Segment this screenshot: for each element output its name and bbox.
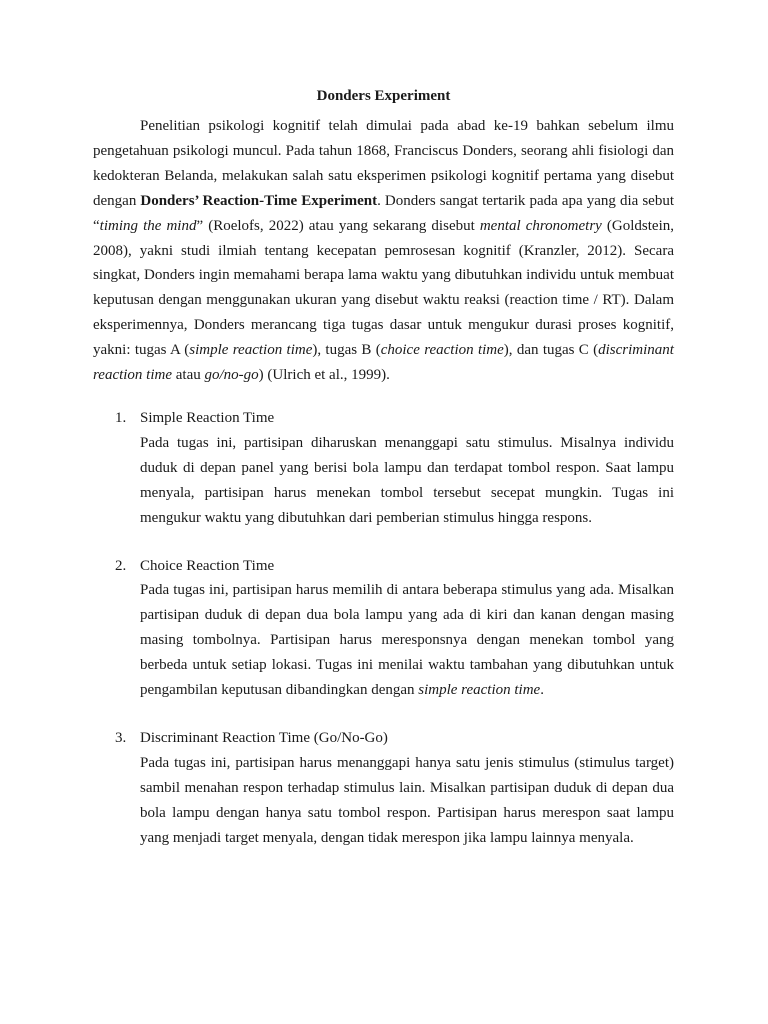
list-heading: Simple Reaction Time bbox=[140, 409, 275, 426]
intro-bold-term: Donders’ Reaction-Time Experiment bbox=[140, 192, 378, 209]
list-number: 2. bbox=[115, 557, 127, 574]
intro-italic-term: discriminant reaction time bbox=[93, 342, 674, 384]
list-heading: Discriminant Reaction Time (Go/No-Go) bbox=[140, 729, 388, 746]
intro-italic-term: simple reaction time bbox=[189, 342, 313, 359]
page-title: Donders Experiment bbox=[316, 88, 451, 104]
intro-text: ” (Roelofs, 2022) atau yang sekarang disebut bbox=[196, 217, 480, 234]
document-page bbox=[93, 86, 674, 850]
task-list bbox=[93, 406, 674, 851]
list-item bbox=[93, 554, 674, 703]
intro-text: (Goldstein, 2008), yakni studi ilmiah tentang kecepatan pemrosesan kognitif (Kranzler, 2012). Secara singkat, Donders ingin memahami berapa lama waktu yang dibutuhkan individu untuk membuat keputusan dengan menggunakan ukuran yang disebut waktu reaksi (reaction time / RT). Dalam eksperimennya, Donders merancang tiga tugas dasar untuk mengukur durasi proses kognitif, yakni: tugas A ( bbox=[93, 217, 674, 359]
list-body-italic: simple reaction time bbox=[418, 682, 541, 699]
intro-italic-term: mental chronometry bbox=[479, 217, 602, 234]
list-body bbox=[140, 578, 674, 703]
list-body bbox=[140, 751, 674, 851]
intro-text: ) (Ulrich et al., 1999). bbox=[258, 367, 390, 384]
intro-text: ), tugas B ( bbox=[312, 342, 381, 359]
intro-italic-term: choice reaction time bbox=[380, 342, 504, 359]
list-number: 3. bbox=[115, 729, 127, 746]
intro-italic-term: go/no-go bbox=[204, 367, 259, 384]
list-number: 1. bbox=[115, 409, 127, 426]
list-item bbox=[93, 726, 674, 851]
list-body-text: Pada tugas ini, partisipan diharuskan menanggapi satu stimulus. Misalnya individu duduk di depan panel yang berisi bola lampu dan terdapat tombol respon. Saat lampu menyala, partisipan harus menekan tombol tersebut secepat mungkin. Tugas ini mengukur waktu yang dibutuhkan dari pemberian stimulus hingga respons. bbox=[140, 434, 674, 526]
list-body bbox=[140, 431, 674, 531]
list-item bbox=[93, 406, 674, 531]
intro-italic-term: timing the mind bbox=[99, 217, 197, 234]
list-body-text: . bbox=[540, 682, 544, 699]
intro-text: Penelitian psikologi kognitif telah dimulai pada abad ke-19 bahkan sebelum ilmu pengetahuan psikologi muncul. Pada tahun 1868, Franciscus Donders, seorang ahli fisiologi dan kedokteran Belanda, melakukan salah satu eksperimen psikologi kognitif pertama yang disebut dengan bbox=[93, 118, 674, 209]
list-body-text: Pada tugas ini, partisipan harus menanggapi hanya satu jenis stimulus (stimulus target) sambil menahan respon terhadap stimulus lain. Misalkan partisipan duduk di depan dua bola lampu dengan hanya satu tombol respon. Partisipan harus merespon saat lampu yang menjadi target menyala, dengan tidak merespon jika lampu lainnya menyala. bbox=[140, 754, 674, 846]
list-body-text: Pada tugas ini, partisipan harus memilih di antara beberapa stimulus yang ada. Misalkan partisipan duduk di depan dua bola lampu yang ada di kiri dan kanan dengan masing masing tombolnya. Partisipan harus meresponsnya dengan menekan tombol yang berbeda untuk setiap lokasi. Tugas ini menilai waktu tambahan yang dibutuhkan untuk pengambilan keputusan dibandingkan dengan bbox=[140, 582, 674, 699]
intro-paragraph bbox=[93, 114, 674, 388]
intro-text: atau bbox=[172, 367, 205, 384]
intro-text: . Donders sangat tertarik pada apa yang dia sebut “ bbox=[93, 192, 674, 234]
list-heading: Choice Reaction Time bbox=[140, 557, 275, 574]
intro-text: ), dan tugas C ( bbox=[503, 342, 599, 359]
